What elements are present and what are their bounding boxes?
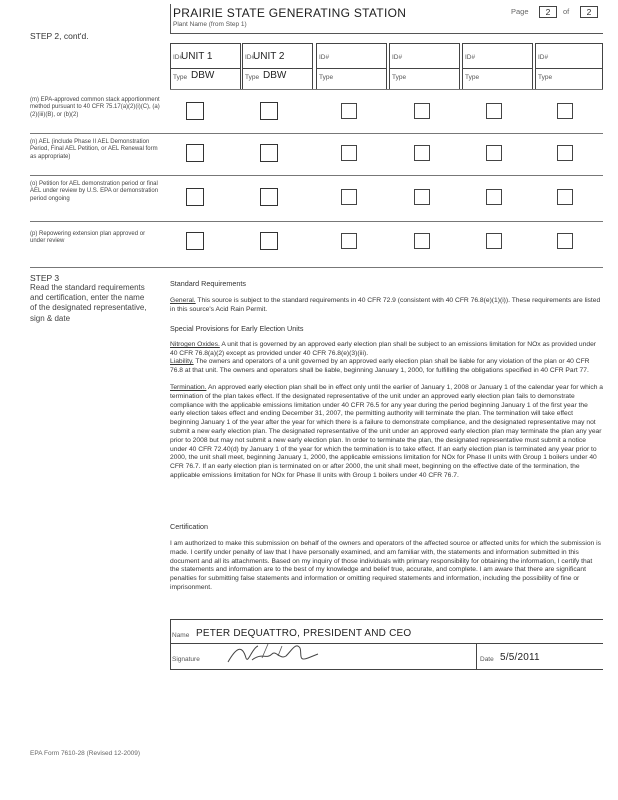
checkbox-o-unit-5[interactable] bbox=[486, 189, 502, 205]
unit-type-label: Type bbox=[392, 74, 407, 81]
unit-type-field[interactable]: DBW bbox=[263, 70, 287, 81]
termination-paragraph bbox=[170, 384, 603, 481]
form-identifier: EPA Form 7610-28 (Revised 12-2009) bbox=[30, 750, 141, 757]
unit-column-2 bbox=[242, 43, 313, 89]
checkbox-p-unit-5[interactable] bbox=[486, 233, 502, 249]
unit-type-label: Type bbox=[319, 74, 334, 81]
handwritten-signature[interactable] bbox=[222, 638, 332, 668]
checkbox-m-unit-1[interactable] bbox=[186, 102, 204, 120]
checkbox-o-unit-3[interactable] bbox=[341, 189, 357, 205]
checkbox-m-unit-5[interactable] bbox=[486, 103, 502, 119]
checkbox-m-unit-2[interactable] bbox=[260, 102, 278, 120]
unit-type-label: Type bbox=[538, 74, 553, 81]
row-label-o: (o) Petition for AEL demonstration period or final AEL under review by U.S. EPA or demonstration period ongoing bbox=[30, 181, 159, 202]
termination-text: An approved early election plan shall be in effect only until the earlier of January 1, 2008 or January 1 of the calendar year for which a termination of the plan takes effect. If the designated representative of the unit under an approved early election plan fails to demonstrate compliance with the applicable emissions limitation under 40 CFR 76.5 for any year during the period beginning January 1 of the first year the early election takes effect and ending December 31, 2007, the permitting authority will terminate the plan. The termination will take effect beginning January 1 of the year after the year for which there is a failure to demonstrate compliance, and the designated representative may not submit a new early election plan. The designated representative of the unit under an approved early election plan may terminate the plan any year prior to 2008 but may not submit a new early election plan. In order to terminate the plan, the designated representative must submit a notice under 40 CFR 72.40(d) by January 1 of the year for which the termination is to take effect. If an early election plan is terminated any year prior to 2000, the unit shall meet, beginning January 1, 2000, the applicable emissions limitation for NOx for Phase II units with Group 1 boilers under 40 CFR 76.7. If an early election plan is terminated on or after 2000, the unit shall meet, beginning on the effective date of the termination, the applicable emissions limitation for NOx for Phase II units with Group 1 boilers under 40 CFR 76.7. bbox=[170, 384, 603, 479]
row-label-m: (m) EPA-approved common stack apportionment method pursuant to 40 CFR 75.17(a)(2)(i)(C), (a)(2)(iii)(B), or (b)(2) bbox=[30, 97, 160, 118]
certification-heading: Certification bbox=[170, 522, 208, 531]
checkbox-m-unit-3[interactable] bbox=[341, 103, 357, 119]
unit-type-label: Type bbox=[173, 74, 188, 81]
liability-paragraph bbox=[170, 358, 603, 376]
nitrogen-label: Nitrogen Oxides. bbox=[170, 341, 220, 348]
plant-name: PRAIRIE STATE GENERATING STATION bbox=[173, 6, 407, 20]
signature-date-divider bbox=[476, 643, 477, 669]
checkbox-n-unit-4[interactable] bbox=[414, 145, 430, 161]
checkbox-m-unit-6[interactable] bbox=[557, 103, 573, 119]
special-provisions-heading: Special Provisions for Early Election Units bbox=[170, 324, 304, 333]
row-divider bbox=[30, 133, 603, 134]
checkbox-o-unit-4[interactable] bbox=[414, 189, 430, 205]
checkbox-n-unit-5[interactable] bbox=[486, 145, 502, 161]
unit-column-3 bbox=[316, 43, 387, 89]
step3-divider bbox=[30, 267, 603, 268]
page-number-field[interactable]: 2 bbox=[539, 6, 557, 18]
checkbox-n-unit-6[interactable] bbox=[557, 145, 573, 161]
general-text: This source is subject to the standard requirements in 40 CFR 72.9 (consistent with 40 CFR 76.8(e)(1)(i)). These requirements are listed in this source's Acid Rain Permit. bbox=[170, 297, 601, 313]
checkbox-m-unit-4[interactable] bbox=[414, 103, 430, 119]
signature-label: Signature bbox=[172, 656, 200, 663]
liability-label: Liability. bbox=[170, 358, 194, 365]
page-of-label: of bbox=[563, 7, 570, 16]
row-label-n: (n) AEL (include Phase II AEL Demonstration Period, Final AEL Petition, or AEL Renewal form as appropriate) bbox=[30, 139, 158, 160]
checkbox-n-unit-2[interactable] bbox=[260, 144, 278, 162]
certification-paragraph: I am authorized to make this submission on behalf of the owners and operators of the affected source or affected units for which the submission is made. I certify under penalty of law that I have personally examined, and am familiar with, the statements and information submitted in this document and all its attachments. Based on my inquiry of those individuals with primary responsibility for obtaining the information, I certify that the statements and information are to the best of my knowledge and belief true, accurate, and complete. I am aware that there are significant penalties for submitting false statements and information or omitting required statements and information, including the possibility of fine or imprisonment. bbox=[170, 540, 601, 591]
unit-column-5 bbox=[462, 43, 533, 89]
unit-id-label: ID# bbox=[392, 54, 403, 61]
name-label: Name bbox=[172, 632, 190, 639]
unit-grid-divider bbox=[170, 89, 603, 90]
unit-type-label: Type bbox=[465, 74, 480, 81]
step2-title: STEP 2, cont'd. bbox=[30, 31, 89, 41]
checkbox-p-unit-4[interactable] bbox=[414, 233, 430, 249]
unit-id-field[interactable]: UNIT 2 bbox=[253, 51, 285, 62]
termination-label: Termination. bbox=[170, 384, 207, 391]
unit-id-label: ID# bbox=[465, 54, 476, 61]
row-divider bbox=[30, 221, 603, 222]
checkbox-n-unit-3[interactable] bbox=[341, 145, 357, 161]
signature-block-bottom bbox=[170, 669, 603, 670]
unit-type-field[interactable]: DBW bbox=[191, 70, 215, 81]
plant-name-caption: Plant Name (from Step 1) bbox=[173, 21, 247, 28]
standard-requirements-heading: Standard Requirements bbox=[170, 279, 246, 288]
checkbox-p-unit-3[interactable] bbox=[341, 233, 357, 249]
row-divider bbox=[30, 175, 603, 176]
unit-id-field[interactable]: UNIT 1 bbox=[181, 51, 213, 62]
unit-column-4 bbox=[389, 43, 460, 89]
nitrogen-text: A unit that is governed by an approved early election plan shall be subject to an emissions limitation for NOx as provided under 40 CFR 76.8(a)(2) except as provided under 40 CFR 76.8(e)(3)(iii). bbox=[170, 341, 597, 357]
unit-column-6 bbox=[535, 43, 603, 89]
row-label-p: (p) Repowering extension plan approved or under review bbox=[30, 231, 146, 245]
checkbox-p-unit-6[interactable] bbox=[557, 233, 573, 249]
unit-id-label: ID# bbox=[319, 54, 330, 61]
nitrogen-oxides-paragraph bbox=[170, 341, 603, 359]
unit-id-label: ID# bbox=[173, 54, 184, 61]
general-paragraph bbox=[170, 297, 603, 315]
checkbox-o-unit-6[interactable] bbox=[557, 189, 573, 205]
unit-type-label: Type bbox=[245, 74, 260, 81]
step3-instructions: Read the standard requirements and certification, enter the name of the designated representative, sign & date bbox=[30, 283, 147, 323]
checkbox-p-unit-2[interactable] bbox=[260, 232, 278, 250]
checkbox-o-unit-2[interactable] bbox=[260, 188, 278, 206]
checkbox-p-unit-1[interactable] bbox=[186, 232, 204, 250]
name-field[interactable]: PETER DEQUATTRO, PRESIDENT AND CEO bbox=[196, 628, 412, 639]
unit-column-1 bbox=[170, 43, 241, 89]
step3-title: STEP 3 bbox=[30, 273, 60, 283]
date-field[interactable]: 5/5/2011 bbox=[500, 652, 540, 663]
unit-id-label: ID# bbox=[538, 54, 549, 61]
page-label: Page bbox=[511, 7, 529, 16]
date-label: Date bbox=[480, 656, 494, 663]
liability-text: The owners and operators of a unit governed by an approved early election plan shall be liable for any violation of the plan or 40 CFR 76.8 at that unit. The owners and operators shall be liable, beginning January 1, 2000, for fulfilling the obligations specified in 40 CFR Part 77. bbox=[170, 358, 590, 374]
general-label: General. bbox=[170, 297, 196, 304]
page-total-field[interactable]: 2 bbox=[580, 6, 598, 18]
checkbox-o-unit-1[interactable] bbox=[186, 188, 204, 206]
unit-id-label: ID# bbox=[245, 54, 256, 61]
checkbox-n-unit-1[interactable] bbox=[186, 144, 204, 162]
